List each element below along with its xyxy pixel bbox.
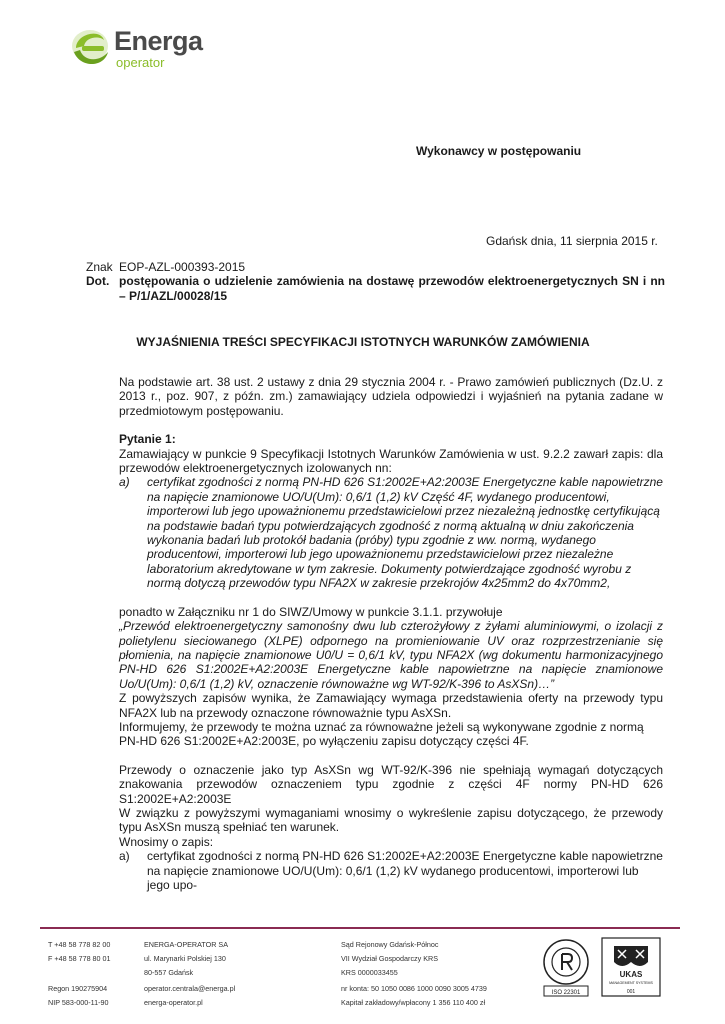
footer-regon: Regon 190275904: [48, 984, 108, 993]
letter-body: [119, 375, 663, 892]
footer-court: [341, 938, 438, 980]
logo-subtitle: operator: [116, 55, 165, 70]
paragraph: Informujemy, że przewody te można uznać za równoważne jeżeli są wykonywane zgodnie z normą PN-HD 626 S1:2002E+A2:2003E, po wyłączeniu zapisu dotyczący części 4F.: [119, 719, 644, 749]
reference-number: EOP-AZL-000393-2015: [119, 260, 246, 274]
list-marker: a): [119, 475, 130, 490]
quoted-text: „Przewód elektroenergetyczny samonośny dwu lub czterożyłowy z żyłami aluminiowymi, o izolacji z polietylenu sieciowanego (XLPE) odpornego na promieniowanie UV oraz rozprzestrzenianie się płomienia, na napięcie znamionowe U0/U = 0,6/1 kV, typu NFA2X (wg dokumentu harmonizacyjnego PN-HD 626 S1:2002E+A2:2003E Energetyczne kable napowietrzne na napięcie znamionowe Uo/U(Um): 0,6/1 (1,2) kV, oznaczenie równoważne wg WT-92/K-396 to AsXSn)…”: [119, 619, 663, 691]
iso-label: ISO 22301: [551, 990, 581, 996]
footer-fax: F +48 58 778 80 01: [48, 954, 111, 963]
list-item-text: certyfikat zgodności z normą PN-HD 626 S1:2002E+A2:2003E Energetyczne kable napowietrzne na napięcie znamionowe UO/U(Um): 0,6/1 (1,2) kV wydanego producentowi, importerowi lub jego upo-: [147, 849, 663, 892]
footer-phone: T +48 58 778 82 00: [48, 940, 111, 949]
footer-online: [144, 982, 235, 1010]
certification-badges: [540, 936, 665, 998]
footer-company: ENERGA-OPERATOR SA: [144, 940, 229, 949]
ukas-badge: [602, 938, 660, 996]
footer-nip: NIP 583-000-11-90: [48, 998, 109, 1007]
paragraph: ponadto w Załączniku nr 1 do SIWZ/Umowy w punkcie 3.1.1. przywołuje: [119, 604, 503, 619]
footer-email: operator.centrala@energa.pl: [144, 984, 236, 993]
reference-label: Znak: [86, 260, 113, 274]
question-title: Pytanie 1:: [119, 432, 176, 447]
recipient: Wykonawcy w postępowaniu: [416, 144, 582, 158]
question-text: Zamawiający w punkcie 9 Specyfikacji Istotnych Warunków Zamówienia w ust. 9.2.2 zawarł zapis: dla przewodów elektroenergetycznych izolowanych nn:: [119, 446, 663, 476]
lrqa-badge: [544, 940, 588, 996]
intro-paragraph: Na podstawie art. 38 ust. 2 ustawy z dnia 29 stycznia 2004 r. - Prawo zamówień publicznych (Dz.U. z 2013 r., poz. 907, z późn. zm.) zamawiający udziela odpowiedzi i wyjaśnień na pytania zadane w przedmiotowym postępowaniu.: [119, 375, 663, 418]
list-item: [119, 475, 663, 590]
footer-divider: [40, 927, 680, 929]
footer-share-capital: Kapitał zakładowy/wpłacony 1 356 110 400 zł: [341, 998, 486, 1007]
paragraph: Wnosimy o zapis:: [119, 834, 214, 849]
footer-court-division: VII Wydział Gospodarczy KRS: [341, 954, 438, 963]
letter-date: Gdańsk dnia, 11 sierpnia 2015 r.: [486, 234, 658, 248]
ukas-subtitle: MANAGEMENT SYSTEMS: [609, 981, 653, 985]
list-marker: a): [119, 849, 130, 864]
paragraph: Z powyższych zapisów wynika, że Zamawiający wymaga przedstawienia oferty na przewody typu NFA2X lub na przewody oznaczone równoważnie typu AsXSn.: [119, 691, 663, 720]
paragraph: Przewody o oznaczenie jako typ AsXSn wg WT-92/K-396 nie spełniają wymagań dotyczących znakowania przewodów oznaczeniem typu zgodnie z części 4F normy PN-HD 626 S1:2002E+A2:2003E: [119, 762, 663, 806]
footer-krs: KRS 0000033455: [341, 968, 398, 977]
subject-text: postępowania o udzielenie zamówienia na dostawę przewodów elektroenergetycznych SN i nn – P/1/AZL/00028/15: [119, 274, 665, 303]
footer-contact-phones: [48, 938, 111, 966]
footer-registry-ids: [48, 982, 108, 1010]
document-heading: WYJAŚNIENIA TREŚCI SPECYFIKACJI ISTOTNYCH WARUNKÓW ZAMÓWIENIA: [136, 335, 590, 349]
logo-wordmark: Energa: [114, 26, 203, 56]
paragraph: W związku z powyższymi wymaganiami wnosimy o wykreślenie zapisu dotyczącego, że przewody typu AsXSn muszą spełniać ten warunek.: [119, 805, 663, 835]
list-item-text: certyfikat zgodności z normą PN-HD 626 S1:2002E+A2:2003E Energetyczne kable napowietrzne na napięcie znamionowe UO/U(Um): 0,6/1 (1,2) kV Część 4F, wydanego producentowi, importerowi lub jego upoważnionemu przedstawicielowi przez niezależną jednostkę certyfikującą na podstawie badań typu potwierdzających zgodność z normą aktualną w dniu zakończenia wykonania badań lub protokół badania (próby) typu zgodnie z ww. normą, wydanego producentowi, importerowi lub jego upoważnionemu przedstawicielowi przez niezależne laboratorium akredytowane w tym zakresie. Dokumenty potwierdzające zgodność wyrobu z normą dotyczą przewodów typu NFA2X w zakresie przekrojów 4x25mm2 do 4x70mm2,: [147, 475, 663, 591]
footer-court-name: Sąd Rejonowy Gdańsk-Północ: [341, 940, 439, 949]
subject-label: Dot.: [86, 274, 110, 288]
energa-logo-mark: [72, 30, 108, 64]
ukas-title: UKAS: [619, 970, 643, 979]
ukas-number: 001: [626, 989, 636, 995]
footer-bank-account: nr konta: 50 1050 0086 1000 0090 3005 4739: [341, 984, 487, 993]
footer-website: energa-operator.pl: [144, 998, 203, 1007]
footer-finance: [341, 982, 487, 1010]
footer-address: [144, 938, 228, 980]
list-item: [119, 849, 663, 892]
footer-city: 80-557 Gdańsk: [144, 968, 194, 977]
footer-street: ul. Marynarki Polskiej 130: [144, 954, 226, 963]
